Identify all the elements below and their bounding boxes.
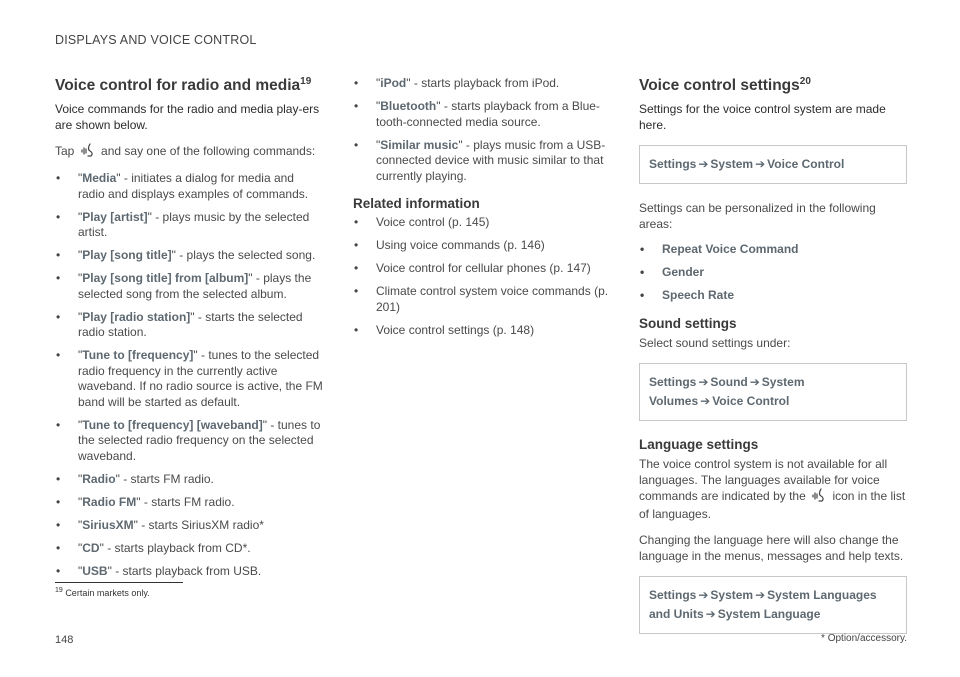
tap-instruction [55, 143, 323, 161]
command-phrase: Tune to [frequency] [waveband] [82, 417, 263, 432]
nav-path-voice-control [639, 145, 907, 184]
command-item: • "Similar music" - plays music from a USB-connected device with music similar to that currently playing. [353, 138, 611, 185]
command-description: - starts playback from USB. [111, 563, 262, 578]
column-continued [353, 76, 611, 346]
command-phrase: Media [82, 171, 117, 186]
arrow-right-icon: ➔ [755, 587, 766, 602]
tap-after: and say one of the following commands: [101, 144, 316, 159]
command-description: - plays music from a USB-connected device with music similar to that currently playing. [376, 137, 606, 183]
nav-path-step: Settings [649, 374, 697, 389]
command-phrase: Bluetooth [380, 99, 437, 113]
related-link[interactable]: • Climate control system voice commands (p. 201) [353, 284, 611, 315]
language-text-1 [639, 456, 907, 522]
command-description: - tunes to the selected radio frequency on the selected waveband. [78, 417, 321, 463]
command-item: • "Radio" - starts FM radio. [55, 472, 323, 488]
command-description: - starts playback from iPod. [410, 76, 560, 90]
command-phrase: Radio [82, 471, 116, 486]
language-settings-heading: Language settings [639, 436, 759, 452]
nav-path-step: System [710, 157, 754, 172]
arrow-right-icon: ➔ [698, 587, 709, 602]
related-link[interactable]: • Voice control (p. 145) [353, 215, 611, 231]
command-item: • "Radio FM" - starts FM radio. [55, 495, 323, 511]
command-phrase: iPod [380, 76, 407, 90]
command-phrase: USB [82, 563, 108, 578]
command-description: - initiates a dialog for media and radio and displays examples of commands. [78, 171, 309, 201]
nav-path-step: Voice Control [767, 157, 845, 172]
footnote-ref: 19 [300, 76, 312, 87]
nav-path-sound [639, 363, 907, 421]
personalize-text: Settings can be personalized in the following areas: [639, 201, 876, 232]
settings-intro: Settings for the voice control system are made here. [639, 102, 886, 133]
command-item: • "Tune to [frequency]" - tunes to the selected radio frequency in the currently active waveband. If no radio source is active, the FM band will be started as default. [55, 348, 323, 410]
language-text-2: Changing the language here will also change the language in the menus, messages and help texts. [639, 532, 904, 563]
command-item: • "SiriusXM" - starts SiriusXM radio* [55, 518, 323, 534]
section-title-radio-media [55, 76, 323, 95]
footnote-number: 19 [55, 587, 63, 594]
nav-path-step: System Volumes [649, 374, 805, 408]
related-link[interactable]: • Voice control settings (p. 148) [353, 323, 611, 339]
section-title-settings [639, 76, 907, 95]
command-item: • "Tune to [frequency] [waveband]" - tunes to the selected radio frequency on the selected waveband. [55, 418, 323, 465]
sound-settings-heading: Sound settings [639, 315, 737, 331]
command-item: • "Play [artist]" - plays music by the selected artist. [55, 210, 323, 241]
footnote-text: Certain markets only. [65, 588, 150, 598]
command-description: - plays the selected song from the selected album. [78, 271, 312, 301]
command-description: - starts playback from CD*. [103, 540, 251, 555]
command-item: • "Play [song title] from [album]" - plays the selected song from the selected album. [55, 271, 323, 302]
nav-path-step: Sound [710, 374, 748, 389]
lang-text-end: icon in the list of languages. [639, 488, 906, 521]
arrow-right-icon: ➔ [700, 393, 711, 408]
related-information-heading: Related information [353, 196, 480, 211]
command-phrase: Play [song title] [82, 248, 172, 263]
command-phrase: Play [song title] from [album] [82, 271, 249, 286]
settings-option: • Gender [639, 265, 907, 281]
command-list [55, 171, 323, 579]
footnote-divider [55, 582, 183, 583]
nav-path-language [639, 576, 907, 634]
arrow-right-icon: ➔ [705, 606, 716, 621]
related-links [353, 215, 611, 338]
settings-options [639, 242, 907, 304]
voice-control-icon [811, 488, 827, 506]
arrow-right-icon: ➔ [755, 157, 766, 172]
option-accessory-note: * Option/accessory. [821, 633, 907, 644]
arrow-right-icon: ➔ [749, 374, 760, 389]
lang-text-start: The voice control system is not available for all languages. The languages available for voice commands are indicated by the [639, 456, 888, 503]
command-description: - starts FM radio. [140, 494, 235, 509]
nav-path-step: Settings [649, 157, 697, 172]
command-description: - starts playback from a Blue-tooth-connected media source. [376, 99, 600, 129]
command-item: • "iPod" - starts playback from iPod. [353, 76, 611, 92]
arrow-right-icon: ➔ [698, 374, 709, 389]
nav-path-step: Voice Control [712, 393, 790, 408]
command-description: - starts the selected radio station. [78, 309, 303, 340]
nav-path-step: System Languages and Units [649, 587, 877, 621]
command-description: - plays the selected song. [175, 248, 316, 263]
footnote-ref: 20 [799, 76, 811, 87]
command-item: • "CD" - starts playback from CD*. [55, 541, 323, 557]
footnote [55, 587, 150, 598]
arrow-right-icon: ➔ [698, 157, 709, 172]
nav-path-step: Settings [649, 587, 697, 602]
command-phrase: Play [radio station] [82, 309, 191, 324]
command-item: • "Play [radio station]" - starts the selected radio station. [55, 310, 323, 341]
nav-path-step: System [710, 587, 754, 602]
heading-text: Voice control for radio and media [55, 77, 301, 95]
sound-settings-text: Select sound settings under: [639, 335, 791, 350]
column-radio-media [55, 76, 323, 587]
command-item: • "Media" - initiates a dialog for media and radio and displays examples of commands. [55, 171, 323, 202]
tap-before: Tap [55, 144, 75, 159]
command-phrase: Tune to [frequency] [82, 348, 194, 363]
command-phrase: SiriusXM [82, 517, 134, 532]
command-phrase: CD [82, 540, 100, 555]
voice-control-icon [80, 143, 96, 161]
command-phrase: Play [artist] [82, 209, 148, 224]
command-list-continued [353, 76, 611, 184]
command-item: • "Bluetooth" - starts playback from a Blue-tooth-connected media source. [353, 99, 611, 130]
related-link[interactable]: • Voice control for cellular phones (p. 147) [353, 261, 611, 277]
command-description: - starts FM radio. [119, 471, 214, 486]
command-item: • "USB" - starts playback from USB. [55, 564, 323, 580]
column-settings [639, 76, 907, 650]
heading-text: Voice control settings [639, 77, 800, 95]
command-phrase: Radio FM [82, 494, 137, 509]
settings-option: • Speech Rate [639, 288, 907, 304]
settings-option: • Repeat Voice Command [639, 242, 907, 258]
command-description: - tunes to the selected radio frequency in the currently active waveband. If no radio source is active, the FM band will be started as default. [78, 348, 323, 409]
command-description: - plays music by the selected artist. [78, 209, 310, 240]
nav-path-step: System Language [717, 606, 821, 621]
running-header: DISPLAYS AND VOICE CONTROL [55, 33, 257, 47]
page-number: 148 [55, 634, 74, 646]
command-description: - starts SiriusXM radio* [137, 517, 264, 532]
intro-text: Voice commands for the radio and media play-ers are shown below. [55, 102, 320, 133]
related-link[interactable]: • Using voice commands (p. 146) [353, 238, 611, 254]
command-item: • "Play [song title]" - plays the selected song. [55, 248, 323, 264]
command-phrase: Similar music [380, 137, 459, 152]
